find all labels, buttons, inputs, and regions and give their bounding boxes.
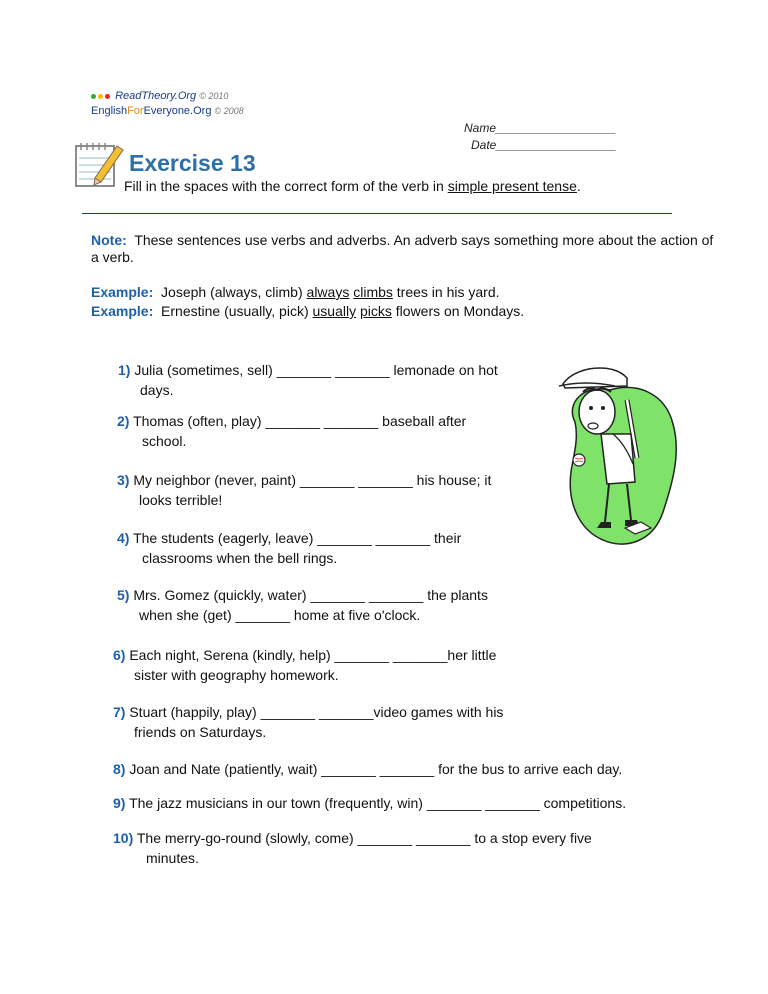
question-number: 8) (113, 761, 126, 777)
question-number: 7) (113, 704, 126, 720)
question-2 (117, 411, 466, 451)
question-continuation: sister with geography homework. (134, 667, 339, 683)
question-5 (117, 585, 488, 625)
question-3 (117, 470, 491, 510)
question-number: 4) (117, 530, 130, 546)
question-text: The students (eagerly, leave) _______ _______ their (133, 530, 462, 546)
note-label: Note: (91, 232, 127, 248)
question-continuation: classrooms when the bell rings. (142, 550, 338, 566)
note (91, 232, 721, 266)
question-continuation: minutes. (146, 850, 199, 866)
divider (82, 213, 672, 214)
example-end: flowers on Mondays. (391, 303, 525, 319)
logo2-prefix: English (91, 105, 128, 117)
readtheory-logo (91, 90, 228, 102)
example-verb: picks (359, 303, 392, 319)
question-text: Joan and Nate (patiently, wait) _______ _______ for the bus to arrive each day. (129, 761, 623, 777)
question-1 (118, 360, 498, 400)
notepad-pencil-icon (73, 140, 125, 190)
logo2-suffix: Everyone.Org (143, 105, 212, 117)
question-continuation: looks terrible! (139, 492, 223, 508)
example-verb: climbs (353, 284, 393, 300)
question-number: 2) (117, 413, 130, 429)
logo1-copyright: © 2010 (199, 91, 229, 101)
question-8 (113, 759, 622, 779)
question-9 (113, 793, 626, 813)
question-6 (113, 645, 496, 685)
example-2 (91, 303, 524, 319)
question-continuation: days. (140, 382, 174, 398)
question-number: 6) (113, 647, 126, 663)
question-text: Mrs. Gomez (quickly, water) _______ _______ the plants (133, 587, 488, 603)
date-field-label: Date__________________ (471, 138, 617, 152)
example-adverb: usually (312, 303, 357, 319)
question-continuation: school. (142, 433, 187, 449)
question-text: Thomas (often, play) _______ _______ baseball after (133, 413, 467, 429)
example-label: Example: (91, 303, 154, 319)
note-text: These sentences use verbs and adverbs. An adverb says something more about the action of a verb. (91, 232, 714, 265)
instruction (124, 178, 581, 194)
example-text: Joseph (always, climb) (161, 284, 307, 300)
name-field-label: Name__________________ (464, 121, 617, 135)
logo1-name: ReadTheory.Org (115, 90, 197, 102)
question-text: Julia (sometimes, sell) _______ _______ lemonade on hot (134, 362, 498, 378)
example-label: Example: (91, 284, 154, 300)
question-4 (117, 528, 461, 568)
example-end: trees in his yard. (392, 284, 500, 300)
example-adverb: always (306, 284, 350, 300)
logo-dots-icon (91, 90, 112, 102)
question-number: 9) (113, 795, 126, 811)
question-text: My neighbor (never, paint) _______ _______ his house; it (133, 472, 492, 488)
question-text: Stuart (happily, play) _______ _______video games with his (129, 704, 504, 720)
instruction-tense: simple present tense (447, 178, 577, 194)
example-1 (91, 284, 500, 300)
question-text: Each night, Serena (kindly, help) _______ _______her little (129, 647, 497, 663)
example-text: Ernestine (usually, pick) (161, 303, 313, 319)
question-text: The merry-go-round (slowly, come) _______ _______ to a stop every five (136, 830, 592, 846)
question-10 (113, 828, 592, 868)
question-continuation: when she (get) _______ home at five o'clock. (139, 607, 421, 623)
question-7 (113, 702, 503, 742)
logo2-copyright: © 2008 (214, 106, 244, 116)
question-number: 5) (117, 587, 130, 603)
englishforeveryone-logo (91, 105, 244, 117)
question-number: 1) (118, 362, 131, 378)
question-number: 3) (117, 472, 130, 488)
baseball-player-illustration (555, 362, 685, 552)
instruction-text: Fill in the spaces with the correct form of the verb in (124, 178, 448, 194)
exercise-title: Exercise 13 (129, 150, 256, 176)
question-text: The jazz musicians in our town (frequently, win) _______ _______ competitions. (129, 795, 627, 811)
instruction-end: . (576, 178, 581, 194)
question-continuation: friends on Saturdays. (134, 724, 267, 740)
logo2-mid: For (127, 105, 144, 117)
question-number: 10) (113, 830, 134, 846)
